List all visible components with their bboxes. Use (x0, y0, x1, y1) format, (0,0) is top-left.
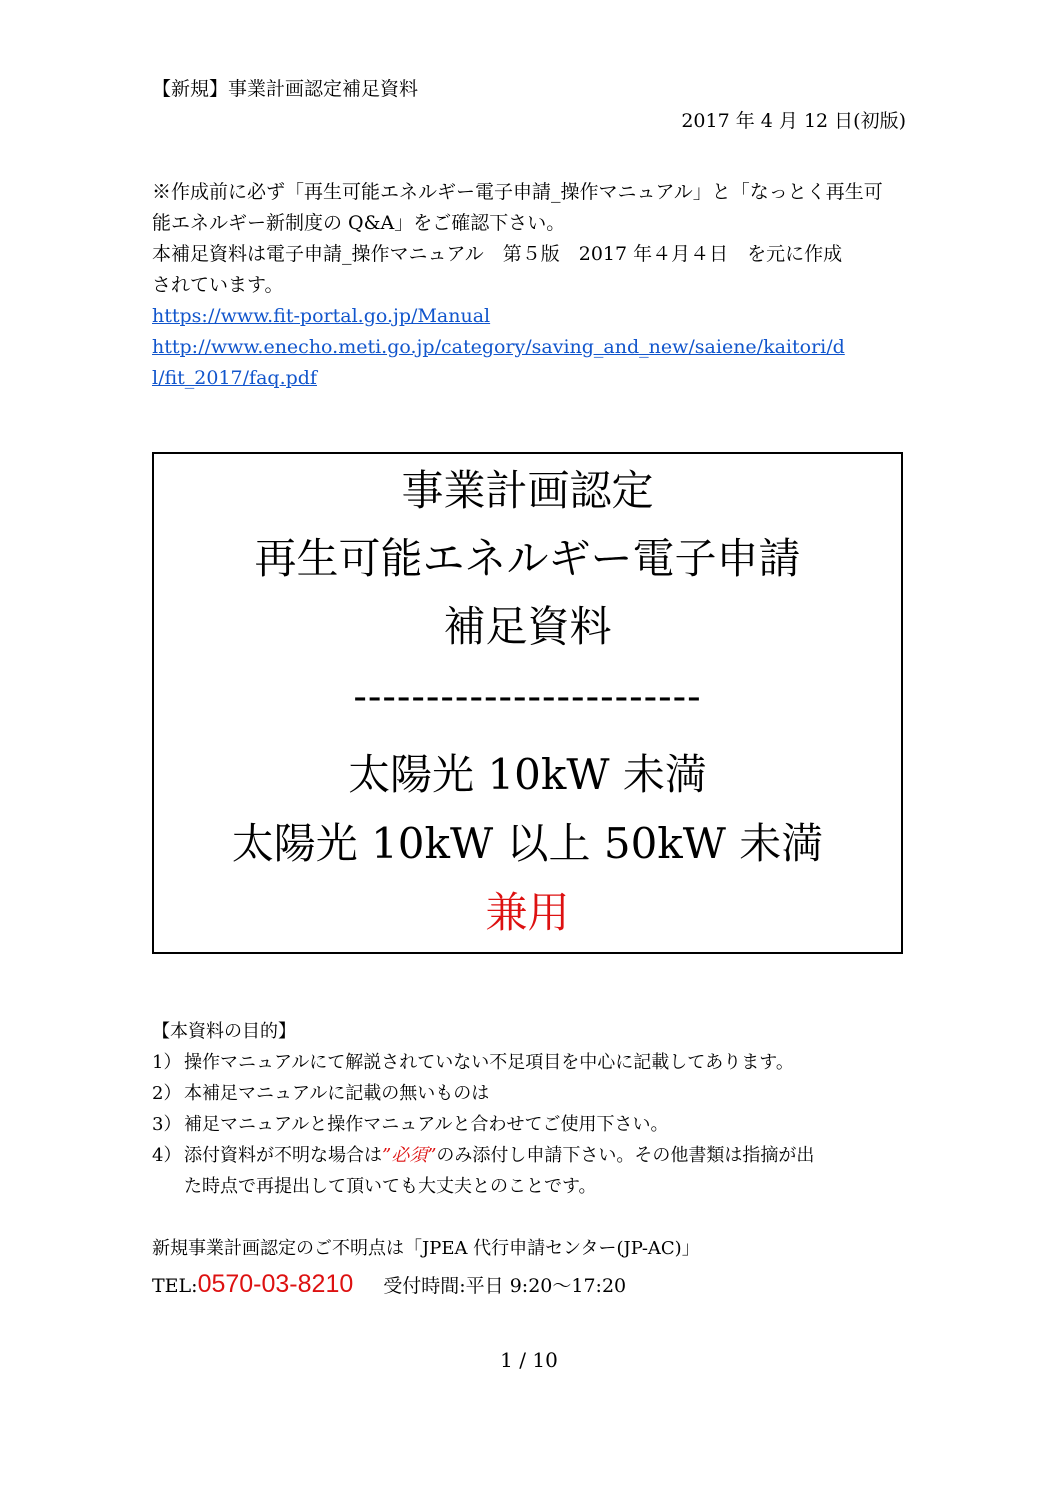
item-text: のみ添付し申請下さい。その他書類は指摘が出 (436, 1145, 815, 1166)
notice-line: ※作成前に必ず「再生可能エネルギー電子申請_操作マニュアル」と「なっとく再生可 (152, 181, 883, 203)
required-label: ”必須” (382, 1145, 437, 1166)
item-text: 補足マニュアルと操作マニュアルと合わせてご使用下さい。 (184, 1114, 669, 1135)
document-date: 2017 年 4 月 12 日(初版) (681, 110, 906, 132)
document-title: 【新規】事業計画認定補足資料 (152, 78, 419, 100)
purpose-heading: 【本資料の目的】 (152, 1021, 296, 1042)
purpose-item (152, 1143, 814, 1169)
item-number: 4） (152, 1145, 182, 1166)
item-number: 2） (152, 1083, 182, 1104)
title-separator: ------------------------ (353, 674, 702, 720)
title-line-6: 兼用 (485, 888, 570, 937)
title-line-1: 事業計画認定 (401, 466, 654, 515)
tel-label: TEL: (152, 1275, 198, 1297)
title-line-5: 太陽光 10kW 以上 50kW 未満 (231, 819, 824, 868)
item-text: 添付資料が不明な場合は (184, 1145, 382, 1166)
fit-portal-manual-link[interactable]: https://www.fit-portal.go.jp/Manual (152, 305, 491, 327)
title-line-2: 再生可能エネルギー電子申請 (254, 534, 801, 583)
item-text: 操作マニュアルにて解説されていない不足項目を中心に記載してあります。 (184, 1052, 794, 1073)
purpose-item-continuation: た時点で再提出して頂いても大丈夫とのことです。 (184, 1176, 597, 1197)
item-text: 本補足マニュアルに記載の無いものは (184, 1083, 490, 1104)
purpose-item (152, 1081, 489, 1107)
title-box (152, 452, 903, 954)
notice-line: 本補足資料は電子申請_操作マニュアル 第５版 2017 年４月４日 を元に作成 (152, 243, 843, 265)
purpose-item (152, 1112, 669, 1138)
tel-line (152, 1268, 626, 1302)
notice-line: されています。 (152, 274, 284, 296)
faq-link-continuation[interactable]: l/fit_2017/faq.pdf (152, 367, 317, 389)
tel-number[interactable]: 0570-03-8210 (197, 1270, 354, 1298)
purpose-item (152, 1050, 794, 1076)
item-number: 3） (152, 1114, 182, 1135)
title-line-4: 太陽光 10kW 未満 (348, 750, 707, 799)
faq-link[interactable]: http://www.enecho.meti.go.jp/category/saving_and_new/saiene/kaitori/d (152, 336, 845, 358)
notice-line: 能エネルギー新制度の Q&A」をご確認下さい。 (152, 212, 566, 234)
reception-hours: 受付時間:平日 9:20〜17:20 (383, 1275, 627, 1297)
item-number: 1） (152, 1052, 182, 1073)
contact-text: 新規事業計画認定のご不明点は「JPEA 代行申請センター(JP-AC)」 (152, 1238, 700, 1259)
page-number: 1 / 10 (500, 1348, 558, 1372)
title-line-3: 補足資料 (443, 602, 612, 651)
